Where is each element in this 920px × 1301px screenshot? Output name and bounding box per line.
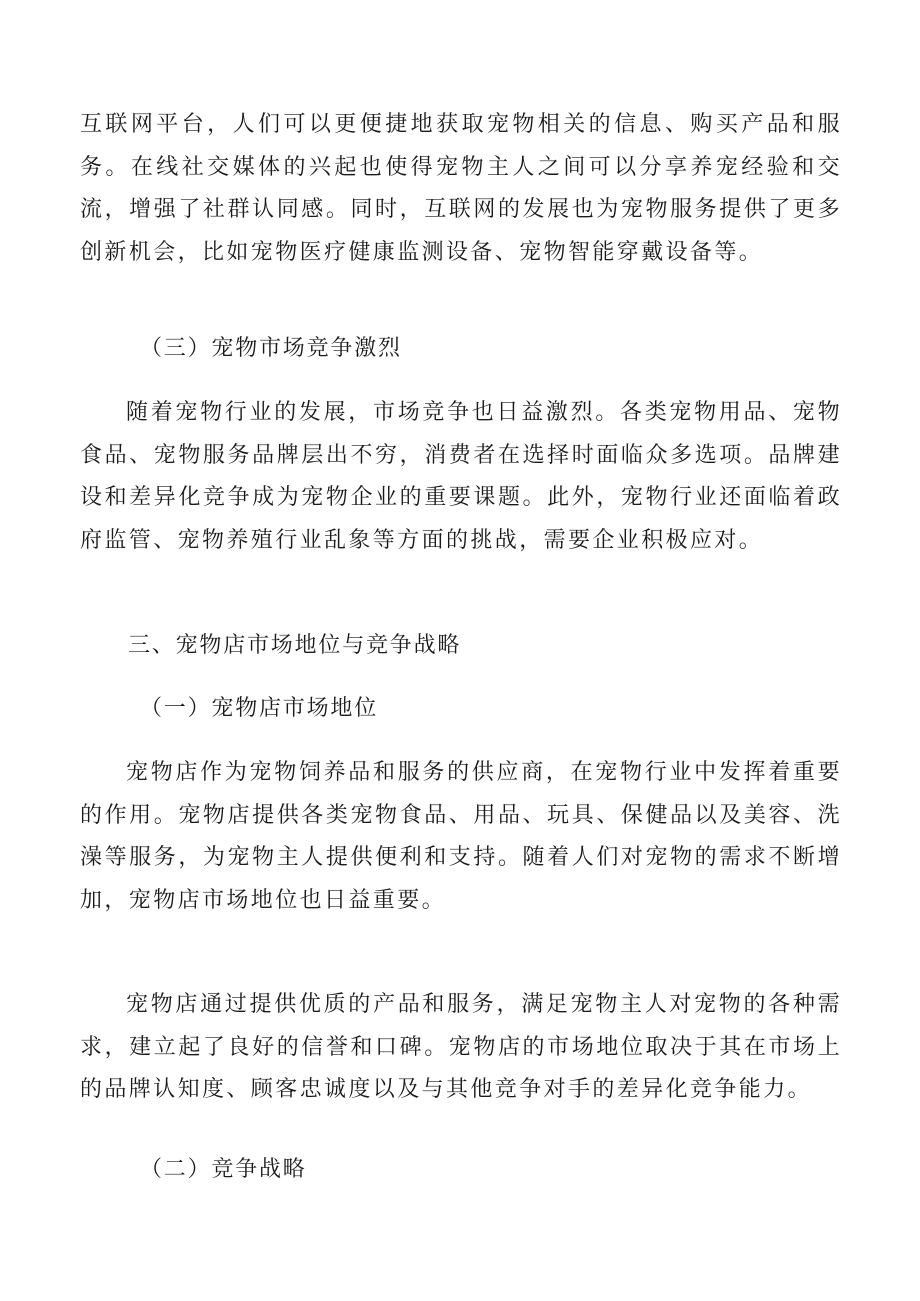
subheading-competition-strategy: （二）竞争战略 [140,1157,307,1182]
paragraph-pet-store-position-1: 宠物店作为宠物饲养品和服务的供应商，在宠物行业中发挥着重要的作用。宠物店提供各类宠物食品、用品、玩具、保健品以及美容、洗澡等服务，为宠物主人提供便利和支持。随着人们对宠物的需求不断增加，宠物店市场地位也日益重要。 [80,760,842,913]
paragraph-market-competition: 随着宠物行业的发展，市场竞争也日益激烈。各类宠物用品、宠物食品、宠物服务品牌层出不穷，消费者在选择时面临众多选项。品牌建设和差异化竞争成为宠物企业的重要课题。此外，宠物行业还面临着政府监管、宠物养殖行业乱象等方面的挑战，需要企业积极应对。 [80,400,842,553]
paragraph-internet-platform: 互联网平台，人们可以更便捷地获取宠物相关的信息、购买产品和服务。在线社交媒体的兴起也使得宠物主人之间可以分享养宠经验和交流，增强了社群认同感。同时，互联网的发展也为宠物服务提供了更多创新机会，比如宠物医疗健康监测设备、宠物智能穿戴设备等。 [80,112,842,265]
subheading-market-competition: （三）宠物市场竞争激烈 [140,336,402,361]
subheading-pet-store-position: （一）宠物店市场地位 [140,696,379,721]
paragraph-pet-store-position-2: 宠物店通过提供优质的产品和服务，满足宠物主人对宠物的各种需求，建立起了良好的信誉和口碑。宠物店的市场地位取决于其在市场上的品牌认知度、顾客忠诚度以及与其他竞争对手的差异化竞争能力。 [80,992,842,1102]
section-heading-pet-store-strategy: 三、宠物店市场地位与竞争战略 [128,633,462,658]
